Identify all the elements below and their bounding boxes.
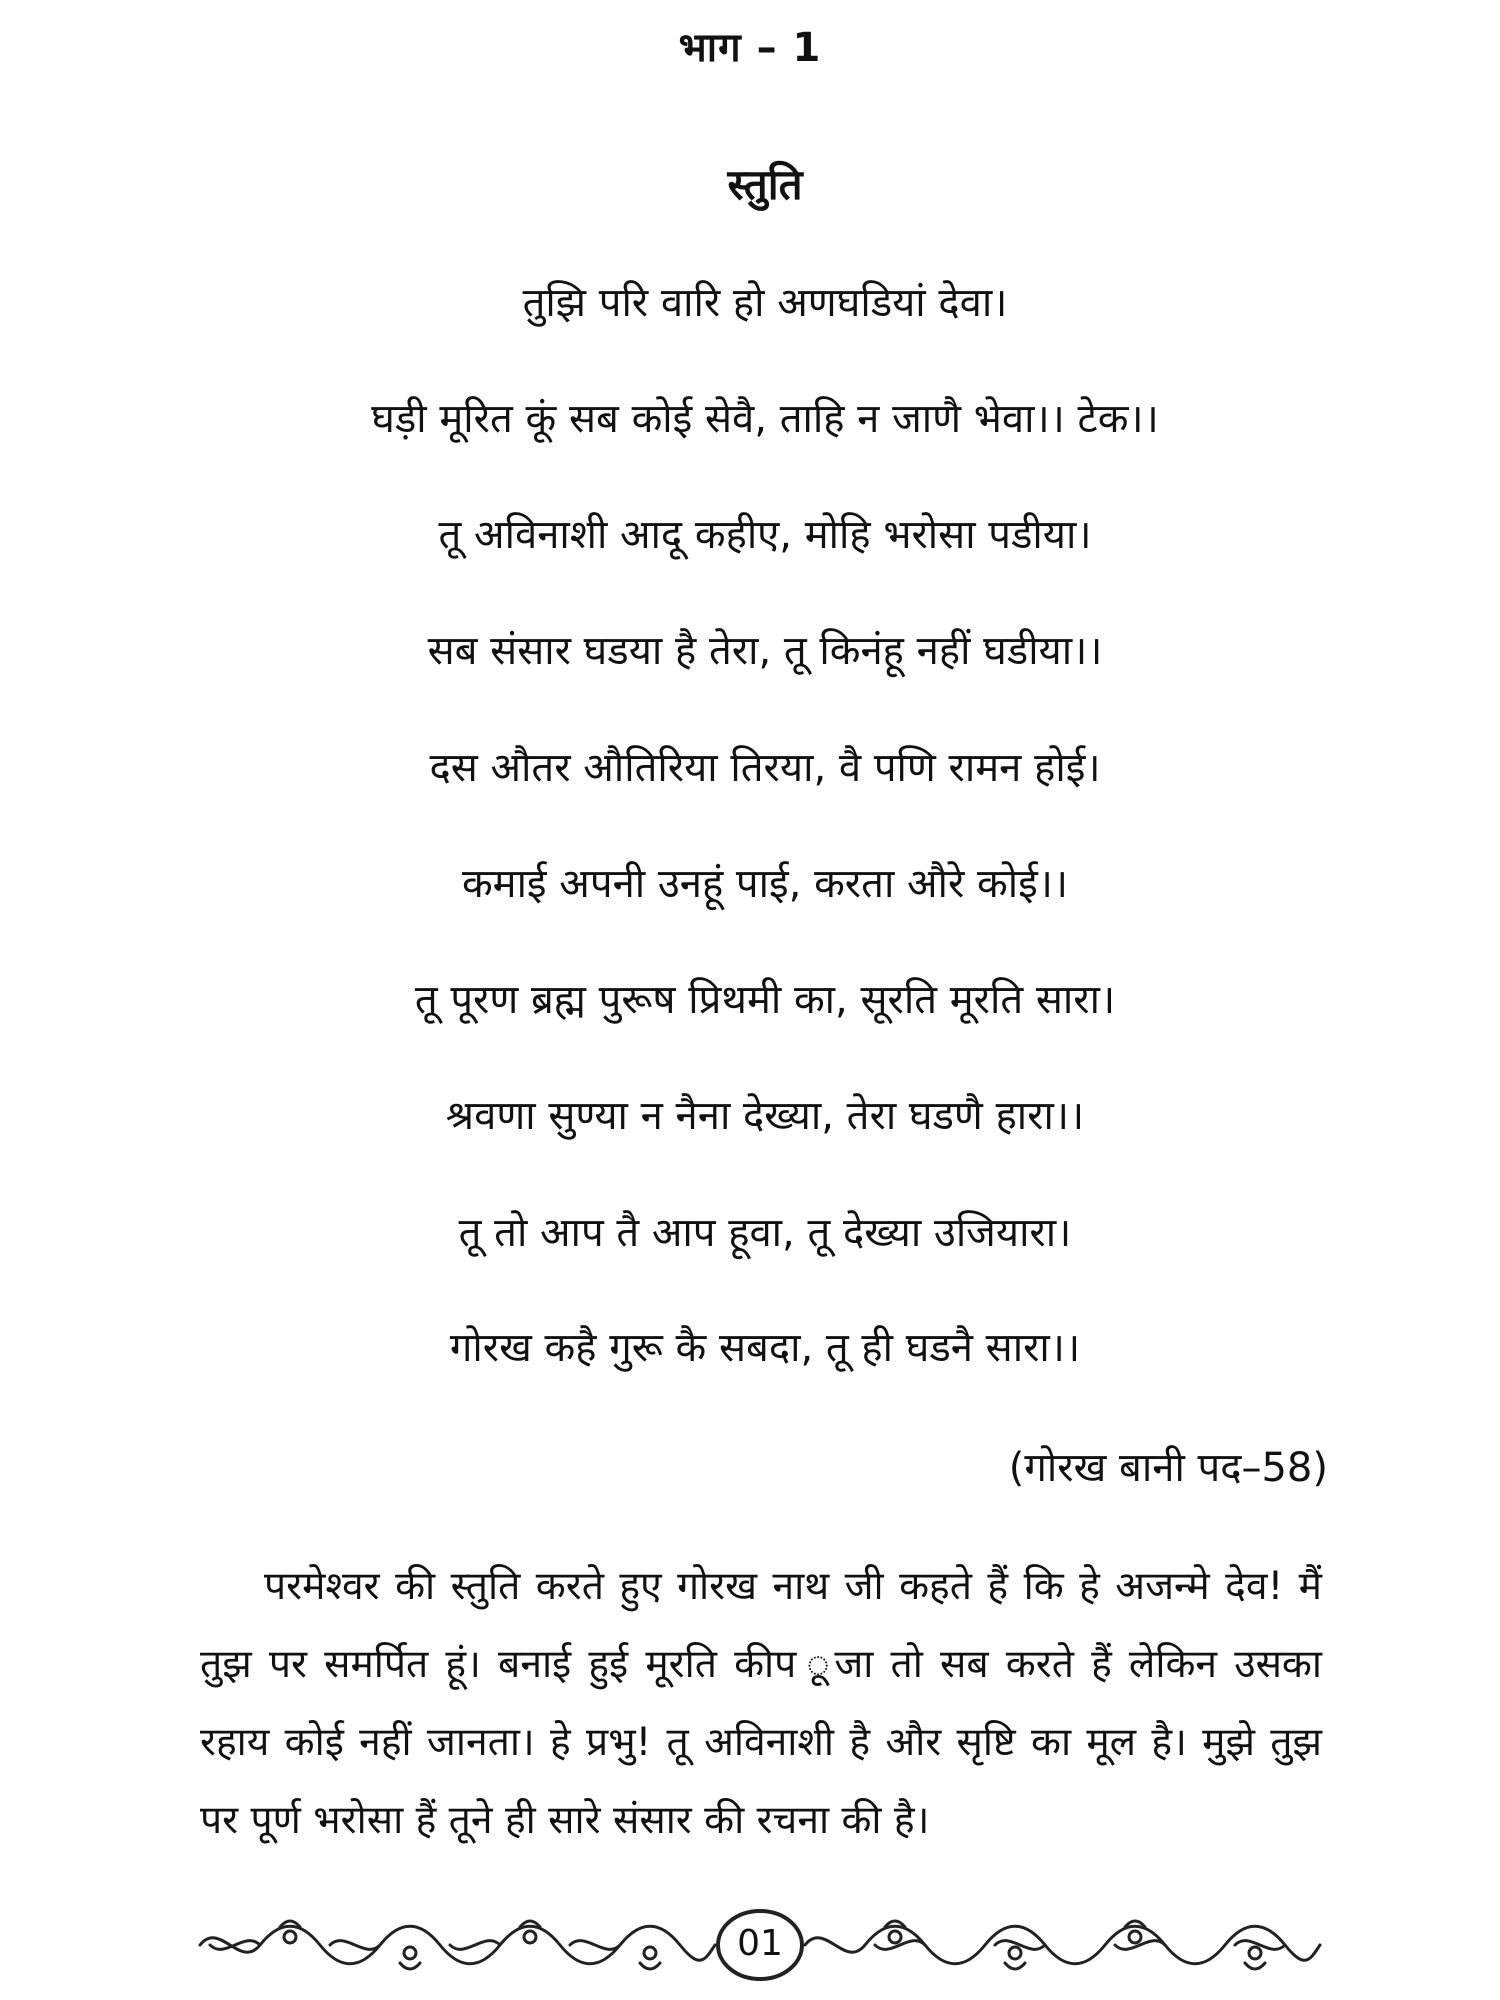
verse-line: घड़ी मूरित कूं सब कोई सेवै, ताहि न जाणै भेवा।। टेक।। <box>371 396 1159 442</box>
verse-line: कमाई अपनी उनहूं पाई, करता औरे कोई।। <box>461 861 1069 907</box>
prose-paragraph: परमेश्वर की स्तुति करते हुए गोरख नाथ जी कहते हैं कि हे अजन्मे देव! मैं तुझ पर समर्पित हूं। बनाई हुई मूरति कीप ूजा तो सब करते हैं लेकिन उसका रहाय कोई नहीं जानता। हे प्रभु! तू अविनाशी है और सृष्टि का मूल है। मुझे तुझ पर पूर्ण भरोसा हैं तूने ही सारे संसार की रचना की है। <box>200 1564 1322 1843</box>
verse-line: सब संसार घडया है तेरा, तू किनंहू नहीं घडीया।। <box>427 628 1103 674</box>
section-title: स्तुति <box>727 160 803 209</box>
verse-line: दस औतर औतिरिया तिरया, वै पणि रामन होई। <box>429 745 1101 791</box>
verse-line: तू तो आप तै आप हूवा, तू देख्या उजियारा। <box>458 1210 1072 1256</box>
page-footer <box>195 1905 1325 1985</box>
verse-line: तुझि परि वारि हो अणघडियां देवा। <box>522 280 1008 326</box>
verse-line: तू पूरण ब्रह्म पुरूष प्रिथमी का, सूरति मूरति सारा। <box>414 977 1116 1023</box>
part-title: भाग – 1 <box>678 25 822 71</box>
verse-line: गोरख कहै गुरू कै सबदा, तू ही घडनै सारा।। <box>449 1325 1081 1371</box>
citation: (गोरख बानी पद–58) <box>1008 1445 1328 1491</box>
page-number: 01 <box>737 1923 783 1964</box>
verse-line: तू अविनाशी आदू कहीए, मोहि भरोसा पडीया। <box>438 512 1092 558</box>
verse-line: श्रवणा सुण्या न नैना देख्या, तेरा घडणै हारा।। <box>445 1093 1085 1139</box>
